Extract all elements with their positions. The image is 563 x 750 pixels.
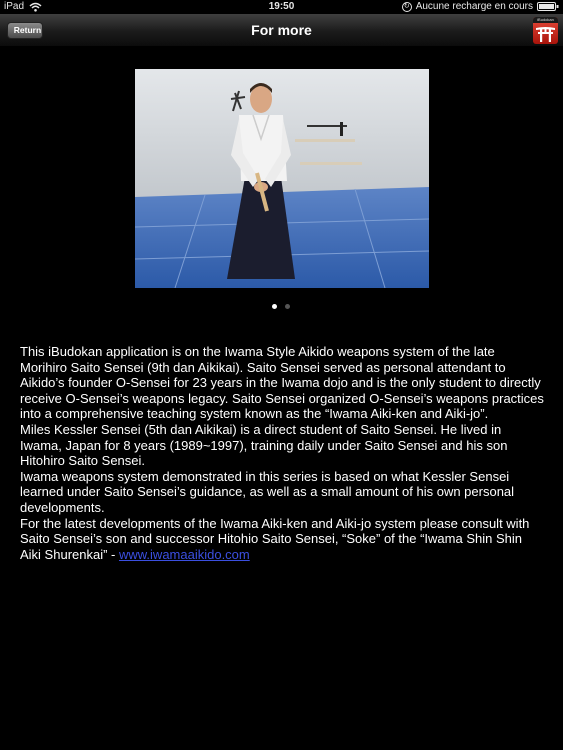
paragraph-latest-text: For the latest developments of the Iwama Aiki-ken and Aiki-jo system please consult with Saito Sensei’s son and successor Hitohio Saito Sensei, “Soke” of the “Iwama Shin Shin Aiki Shurenkai” -	[20, 515, 530, 562]
nav-bar	[0, 14, 563, 47]
paragraph-intro: This iBudokan application is on the Iwama Style Aikido weapons system of the late Morihiro Saito Sensei (9th dan Aikikai). Saito Sensei served as personal attendant to Aikido’s founder O-Sensei for 23 years in the Iwama dojo and is the only student to directly receive O-Sensei’s weapons legacy. Saito Sensei organized O-Sensei’s weapons practices into a comprehensive teaching system known as the “Iwama Aiki-ken and Aiki-jo”.	[20, 344, 544, 422]
paragraph-latest	[20, 516, 545, 563]
description-text	[20, 344, 545, 562]
battery-icon	[537, 2, 559, 11]
torii-gate-icon	[536, 26, 555, 42]
page-title: For more	[251, 22, 312, 38]
page-indicator[interactable]	[272, 304, 290, 309]
page-dot-2[interactable]	[285, 304, 290, 309]
carousel-photo[interactable]	[135, 69, 429, 288]
device-name: iPad	[4, 1, 25, 12]
paragraph-system: Iwama weapons system demonstrated in this series is based on what Kessler Sensei learned under Saito Sensei’s guidance, as well as a small amount of his own personal developments.	[20, 468, 515, 515]
logo-text: iBudokan	[533, 17, 558, 23]
app-logo[interactable]	[533, 17, 558, 44]
status-bar	[0, 0, 563, 14]
charging-status: Aucune recharge en cours	[415, 1, 533, 12]
status-right	[402, 1, 559, 12]
status-time: 19:50	[268, 1, 295, 12]
page-dot-1[interactable]	[272, 304, 277, 309]
website-link[interactable]: www.iwamaaikido.com	[118, 546, 250, 562]
return-button[interactable]: Return	[7, 22, 43, 39]
paragraph-kessler: Miles Kessler Sensei (5th dan Aikikai) is a direct student of Saito Sensei. He lived in Iwama, Japan for 8 years (1989~1997), training daily under Saito Sensei and his son Hitohiro Saito Sensei.	[20, 421, 508, 469]
aikido-instructor-photo	[135, 69, 429, 288]
charging-icon: ↻	[402, 2, 412, 12]
